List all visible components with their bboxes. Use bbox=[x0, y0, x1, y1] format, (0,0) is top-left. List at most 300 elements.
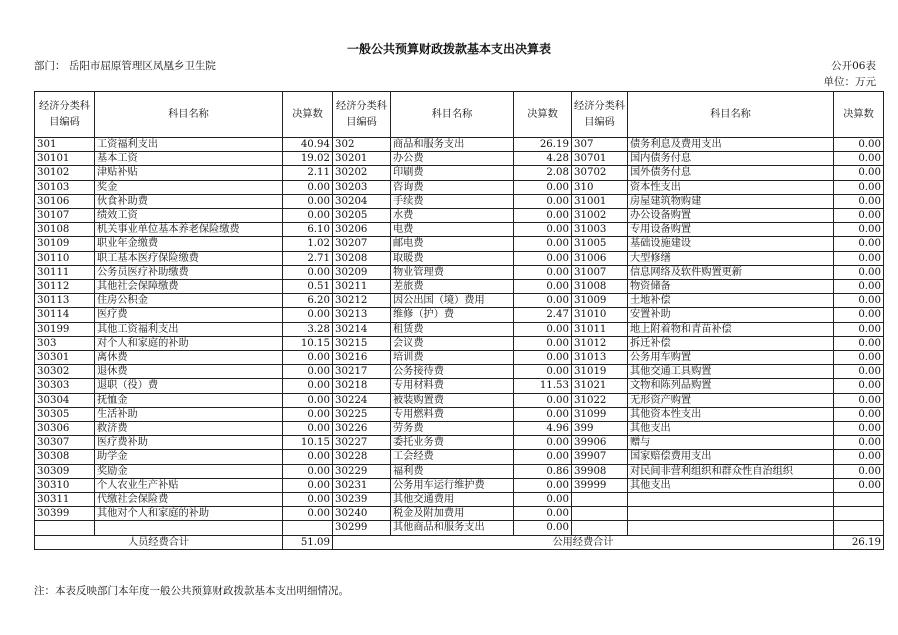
code-cell bbox=[572, 507, 628, 521]
name-cell: 医疗费补助 bbox=[95, 436, 283, 450]
code-cell: 30702 bbox=[572, 166, 628, 180]
amount-cell: 0.00 bbox=[514, 407, 572, 421]
name-cell: 税金及附加费用 bbox=[391, 507, 514, 521]
amount-cell: 0.00 bbox=[834, 351, 884, 365]
amount-cell: 2.08 bbox=[514, 166, 572, 180]
name-cell: 退休费 bbox=[95, 365, 283, 379]
amount-cell: 0.00 bbox=[283, 478, 333, 492]
code-cell: 30114 bbox=[35, 308, 95, 322]
amount-cell: 0.00 bbox=[514, 351, 572, 365]
amount-cell: 0.51 bbox=[283, 280, 333, 294]
amount-cell: 0.00 bbox=[283, 365, 333, 379]
amount-cell: 0.00 bbox=[514, 436, 572, 450]
code-cell bbox=[572, 493, 628, 507]
table-row bbox=[35, 138, 884, 152]
code-cell: 30109 bbox=[35, 237, 95, 251]
name-cell: 委托业务费 bbox=[391, 436, 514, 450]
name-cell: 咨询费 bbox=[391, 180, 514, 194]
code-cell: 30218 bbox=[333, 379, 391, 393]
amount-cell: 40.94 bbox=[283, 138, 333, 152]
amount-cell: 0.00 bbox=[834, 294, 884, 308]
name-cell: 印刷费 bbox=[391, 166, 514, 180]
amount-cell: 0.00 bbox=[283, 308, 333, 322]
amount-cell: 0.00 bbox=[283, 209, 333, 223]
table-row bbox=[35, 422, 884, 436]
amount-cell: 0.00 bbox=[834, 138, 884, 152]
code-cell: 30225 bbox=[333, 407, 391, 421]
table-body bbox=[35, 138, 884, 536]
name-cell: 个人农业生产补贴 bbox=[95, 478, 283, 492]
code-cell: 30216 bbox=[333, 351, 391, 365]
code-cell: 302 bbox=[333, 138, 391, 152]
amount-cell: 3.28 bbox=[283, 322, 333, 336]
name-cell: 工资福利支出 bbox=[95, 138, 283, 152]
name-cell: 水费 bbox=[391, 209, 514, 223]
code-cell: 30111 bbox=[35, 265, 95, 279]
amount-cell: 0.86 bbox=[514, 464, 572, 478]
name-cell: 机关事业单位基本养老保险缴费 bbox=[95, 223, 283, 237]
amount-cell: 0.00 bbox=[514, 521, 572, 535]
name-cell: 公务员医疗补助缴费 bbox=[95, 265, 283, 279]
name-cell: 津贴补贴 bbox=[95, 166, 283, 180]
table-row bbox=[35, 336, 884, 350]
amount-cell: 0.00 bbox=[283, 507, 333, 521]
header-amount-3: 决算数 bbox=[834, 92, 884, 138]
name-cell: 办公设备购置 bbox=[628, 209, 834, 223]
code-cell: 30231 bbox=[333, 478, 391, 492]
amount-cell: 0.00 bbox=[834, 379, 884, 393]
name-cell: 租赁费 bbox=[391, 322, 514, 336]
table-row bbox=[35, 436, 884, 450]
amount-cell: 0.00 bbox=[283, 407, 333, 421]
amount-cell: 0.00 bbox=[514, 507, 572, 521]
amount-cell: 0.00 bbox=[834, 422, 884, 436]
header-name-1: 科目名称 bbox=[95, 92, 283, 138]
amount-cell bbox=[834, 493, 884, 507]
amount-cell: 0.00 bbox=[834, 450, 884, 464]
code-cell: 30102 bbox=[35, 166, 95, 180]
amount-cell: 0.00 bbox=[514, 280, 572, 294]
amount-cell: 0.00 bbox=[283, 194, 333, 208]
code-cell: 307 bbox=[572, 138, 628, 152]
amount-cell: 0.00 bbox=[834, 308, 884, 322]
amount-cell: 4.28 bbox=[514, 152, 572, 166]
table-row bbox=[35, 152, 884, 166]
amount-cell: 0.00 bbox=[514, 194, 572, 208]
code-cell: 30212 bbox=[333, 294, 391, 308]
code-cell: 30701 bbox=[572, 152, 628, 166]
name-cell: 因公出国（境）费用 bbox=[391, 294, 514, 308]
name-cell bbox=[628, 493, 834, 507]
amount-cell: 6.20 bbox=[283, 294, 333, 308]
name-cell: 公务用车运行维护费 bbox=[391, 478, 514, 492]
code-cell: 310 bbox=[572, 180, 628, 194]
code-cell: 30399 bbox=[35, 507, 95, 521]
amount-cell: 0.00 bbox=[834, 478, 884, 492]
code-cell: 31019 bbox=[572, 365, 628, 379]
table-title: 一般公共预算财政拨款基本支出决算表 bbox=[346, 42, 551, 56]
code-cell: 31006 bbox=[572, 251, 628, 265]
name-cell: 无形资产购置 bbox=[628, 393, 834, 407]
form-number: 公开06表 bbox=[831, 60, 876, 72]
code-cell: 303 bbox=[35, 336, 95, 350]
name-cell: 手续费 bbox=[391, 194, 514, 208]
name-cell: 土地补偿 bbox=[628, 294, 834, 308]
code-cell: 30226 bbox=[333, 422, 391, 436]
code-cell: 30202 bbox=[333, 166, 391, 180]
name-cell: 助学金 bbox=[95, 450, 283, 464]
public-total-value: 26.19 bbox=[834, 535, 884, 549]
amount-cell: 0.00 bbox=[283, 351, 333, 365]
expenditure-table bbox=[34, 91, 884, 550]
amount-cell bbox=[283, 521, 333, 535]
table-row bbox=[35, 180, 884, 194]
amount-cell: 0.00 bbox=[283, 464, 333, 478]
header-code-1: 经济分类科目编码 bbox=[35, 92, 95, 138]
code-cell: 30206 bbox=[333, 223, 391, 237]
code-cell: 31022 bbox=[572, 393, 628, 407]
code-cell: 30310 bbox=[35, 478, 95, 492]
name-cell: 国外债务付息 bbox=[628, 166, 834, 180]
amount-cell: 0.00 bbox=[283, 379, 333, 393]
code-cell: 30217 bbox=[333, 365, 391, 379]
code-cell: 31011 bbox=[572, 322, 628, 336]
code-cell: 30228 bbox=[333, 450, 391, 464]
amount-cell: 0.00 bbox=[834, 265, 884, 279]
code-cell: 30209 bbox=[333, 265, 391, 279]
code-cell: 30215 bbox=[333, 336, 391, 350]
code-cell: 31012 bbox=[572, 336, 628, 350]
amount-cell: 2.47 bbox=[514, 308, 572, 322]
code-cell: 30211 bbox=[333, 280, 391, 294]
name-cell: 大型修缮 bbox=[628, 251, 834, 265]
amount-cell bbox=[834, 507, 884, 521]
name-cell: 专用燃料费 bbox=[391, 407, 514, 421]
name-cell: 基本工资 bbox=[95, 152, 283, 166]
amount-cell: 0.00 bbox=[514, 365, 572, 379]
name-cell: 其他社会保障缴费 bbox=[95, 280, 283, 294]
code-cell: 30213 bbox=[333, 308, 391, 322]
table-row bbox=[35, 407, 884, 421]
code-cell: 30308 bbox=[35, 450, 95, 464]
table-row bbox=[35, 280, 884, 294]
code-cell: 30299 bbox=[333, 521, 391, 535]
name-cell: 商品和服务支出 bbox=[391, 138, 514, 152]
code-cell: 30224 bbox=[333, 393, 391, 407]
amount-cell: 10.15 bbox=[283, 436, 333, 450]
table-row bbox=[35, 493, 884, 507]
name-cell: 其他商品和服务支出 bbox=[391, 521, 514, 535]
amount-cell: 0.00 bbox=[834, 237, 884, 251]
table-row bbox=[35, 450, 884, 464]
amount-cell: 0.00 bbox=[834, 393, 884, 407]
code-cell: 30239 bbox=[333, 493, 391, 507]
name-cell: 房屋建筑物购建 bbox=[628, 194, 834, 208]
amount-cell bbox=[834, 521, 884, 535]
table-row bbox=[35, 379, 884, 393]
table-row bbox=[35, 209, 884, 223]
name-cell: 福利费 bbox=[391, 464, 514, 478]
amount-cell: 0.00 bbox=[514, 322, 572, 336]
name-cell: 职业年金缴费 bbox=[95, 237, 283, 251]
name-cell: 专用设备购置 bbox=[628, 223, 834, 237]
code-cell: 30103 bbox=[35, 180, 95, 194]
code-cell: 30302 bbox=[35, 365, 95, 379]
name-cell: 赠与 bbox=[628, 436, 834, 450]
code-cell: 30305 bbox=[35, 407, 95, 421]
code-cell: 30112 bbox=[35, 280, 95, 294]
name-cell: 医疗费 bbox=[95, 308, 283, 322]
code-cell: 31001 bbox=[572, 194, 628, 208]
code-cell: 30304 bbox=[35, 393, 95, 407]
table-row bbox=[35, 365, 884, 379]
name-cell: 基础设施建设 bbox=[628, 237, 834, 251]
code-cell: 30306 bbox=[35, 422, 95, 436]
amount-cell: 0.00 bbox=[514, 450, 572, 464]
table-row bbox=[35, 351, 884, 365]
code-cell: 30301 bbox=[35, 351, 95, 365]
name-cell: 电费 bbox=[391, 223, 514, 237]
table-row bbox=[35, 393, 884, 407]
name-cell: 其他支出 bbox=[628, 422, 834, 436]
name-cell bbox=[628, 521, 834, 535]
table-row bbox=[35, 322, 884, 336]
footnote: 注：本表反映部门本年度一般公共预算财政拨款基本支出明细情况。 bbox=[34, 585, 349, 597]
name-cell: 其他交通费用 bbox=[391, 493, 514, 507]
table-row bbox=[35, 464, 884, 478]
code-cell: 30205 bbox=[333, 209, 391, 223]
amount-cell: 4.96 bbox=[514, 422, 572, 436]
name-cell: 生活补助 bbox=[95, 407, 283, 421]
amount-cell: 0.00 bbox=[283, 422, 333, 436]
name-cell: 维修（护）费 bbox=[391, 308, 514, 322]
amount-cell: 0.00 bbox=[834, 464, 884, 478]
code-cell: 30204 bbox=[333, 194, 391, 208]
code-cell: 39907 bbox=[572, 450, 628, 464]
table-row bbox=[35, 294, 884, 308]
name-cell: 被装购置费 bbox=[391, 393, 514, 407]
code-cell: 31005 bbox=[572, 237, 628, 251]
code-cell: 30240 bbox=[333, 507, 391, 521]
name-cell: 办公费 bbox=[391, 152, 514, 166]
code-cell: 39908 bbox=[572, 464, 628, 478]
name-cell: 培训费 bbox=[391, 351, 514, 365]
header-name-2: 科目名称 bbox=[391, 92, 514, 138]
amount-cell: 2.71 bbox=[283, 251, 333, 265]
amount-cell: 26.19 bbox=[514, 138, 572, 152]
code-cell: 399 bbox=[572, 422, 628, 436]
name-cell: 其他交通工具购置 bbox=[628, 365, 834, 379]
name-cell: 工会经费 bbox=[391, 450, 514, 464]
amount-cell: 0.00 bbox=[834, 180, 884, 194]
code-cell: 30309 bbox=[35, 464, 95, 478]
totals-row bbox=[35, 535, 884, 549]
code-cell: 39999 bbox=[572, 478, 628, 492]
name-cell: 离休费 bbox=[95, 351, 283, 365]
name-cell: 奖励金 bbox=[95, 464, 283, 478]
name-cell: 其他对个人和家庭的补助 bbox=[95, 507, 283, 521]
amount-cell: 0.00 bbox=[834, 152, 884, 166]
table-row bbox=[35, 166, 884, 180]
code-cell bbox=[572, 521, 628, 535]
amount-cell: 0.00 bbox=[834, 251, 884, 265]
code-cell: 30113 bbox=[35, 294, 95, 308]
personnel-total-value: 51.09 bbox=[283, 535, 333, 549]
name-cell bbox=[95, 521, 283, 535]
code-cell bbox=[35, 521, 95, 535]
code-cell: 30214 bbox=[333, 322, 391, 336]
table-row bbox=[35, 265, 884, 279]
amount-cell: 0.00 bbox=[283, 493, 333, 507]
code-cell: 30201 bbox=[333, 152, 391, 166]
table-row bbox=[35, 478, 884, 492]
amount-cell: 0.00 bbox=[834, 209, 884, 223]
code-cell: 30303 bbox=[35, 379, 95, 393]
name-cell: 对个人和家庭的补助 bbox=[95, 336, 283, 350]
code-cell: 31013 bbox=[572, 351, 628, 365]
name-cell: 其他支出 bbox=[628, 478, 834, 492]
amount-cell: 0.00 bbox=[834, 223, 884, 237]
name-cell: 信息网络及软件购置更新 bbox=[628, 265, 834, 279]
code-cell: 30311 bbox=[35, 493, 95, 507]
code-cell: 31003 bbox=[572, 223, 628, 237]
name-cell: 其他工资福利支出 bbox=[95, 322, 283, 336]
amount-cell: 0.00 bbox=[514, 493, 572, 507]
name-cell: 资本性支出 bbox=[628, 180, 834, 194]
code-cell: 31007 bbox=[572, 265, 628, 279]
name-cell: 救济费 bbox=[95, 422, 283, 436]
amount-cell: 0.00 bbox=[514, 223, 572, 237]
name-cell: 邮电费 bbox=[391, 237, 514, 251]
code-cell: 31009 bbox=[572, 294, 628, 308]
name-cell: 地上附着物和青苗补偿 bbox=[628, 322, 834, 336]
name-cell: 取暖费 bbox=[391, 251, 514, 265]
name-cell: 住房公积金 bbox=[95, 294, 283, 308]
department-label: 部门： 岳阳市屈原管理区凤凰乡卫生院 bbox=[34, 60, 216, 72]
name-cell: 其他资本性支出 bbox=[628, 407, 834, 421]
code-cell: 30229 bbox=[333, 464, 391, 478]
name-cell: 对民间非营利组织和群众性自治组织 bbox=[628, 464, 834, 478]
amount-cell: 19.02 bbox=[283, 152, 333, 166]
name-cell: 国内债务付息 bbox=[628, 152, 834, 166]
amount-cell: 0.00 bbox=[514, 209, 572, 223]
name-cell: 差旅费 bbox=[391, 280, 514, 294]
amount-cell: 10.15 bbox=[283, 336, 333, 350]
name-cell bbox=[628, 507, 834, 521]
code-cell: 30227 bbox=[333, 436, 391, 450]
name-cell: 伙食补助费 bbox=[95, 194, 283, 208]
table-row bbox=[35, 308, 884, 322]
table-row bbox=[35, 507, 884, 521]
name-cell: 公务接待费 bbox=[391, 365, 514, 379]
name-cell: 劳务费 bbox=[391, 422, 514, 436]
code-cell: 30108 bbox=[35, 223, 95, 237]
name-cell: 职工基本医疗保险缴费 bbox=[95, 251, 283, 265]
name-cell: 安置补助 bbox=[628, 308, 834, 322]
amount-cell: 0.00 bbox=[834, 336, 884, 350]
table-row bbox=[35, 237, 884, 251]
table-row bbox=[35, 194, 884, 208]
code-cell: 31099 bbox=[572, 407, 628, 421]
code-cell: 31010 bbox=[572, 308, 628, 322]
header-row bbox=[35, 92, 884, 138]
code-cell: 30203 bbox=[333, 180, 391, 194]
name-cell: 国家赔偿费用支出 bbox=[628, 450, 834, 464]
name-cell: 会议费 bbox=[391, 336, 514, 350]
amount-cell: 0.00 bbox=[514, 251, 572, 265]
name-cell: 代缴社会保险费 bbox=[95, 493, 283, 507]
amount-cell: 0.00 bbox=[283, 393, 333, 407]
name-cell: 抚恤金 bbox=[95, 393, 283, 407]
amount-cell: 0.00 bbox=[514, 180, 572, 194]
name-cell: 绩效工资 bbox=[95, 209, 283, 223]
name-cell: 奖金 bbox=[95, 180, 283, 194]
header-amount-1: 决算数 bbox=[283, 92, 333, 138]
code-cell: 30106 bbox=[35, 194, 95, 208]
amount-cell: 0.00 bbox=[834, 280, 884, 294]
public-total-label: 公用经费合计 bbox=[333, 535, 834, 549]
name-cell: 物资储备 bbox=[628, 280, 834, 294]
amount-cell: 0.00 bbox=[514, 393, 572, 407]
name-cell: 债务利息及费用支出 bbox=[628, 138, 834, 152]
amount-cell: 0.00 bbox=[834, 166, 884, 180]
name-cell: 退职（役）费 bbox=[95, 379, 283, 393]
amount-cell: 0.00 bbox=[834, 365, 884, 379]
amount-cell: 0.00 bbox=[514, 265, 572, 279]
amount-cell: 0.00 bbox=[834, 436, 884, 450]
header-name-3: 科目名称 bbox=[628, 92, 834, 138]
code-cell: 39906 bbox=[572, 436, 628, 450]
code-cell: 30101 bbox=[35, 152, 95, 166]
amount-cell: 0.00 bbox=[514, 237, 572, 251]
amount-cell: 0.00 bbox=[514, 294, 572, 308]
code-cell: 301 bbox=[35, 138, 95, 152]
unit-label: 单位：万元 bbox=[823, 76, 876, 88]
name-cell: 专用材料费 bbox=[391, 379, 514, 393]
code-cell: 30199 bbox=[35, 322, 95, 336]
name-cell: 公务用车购置 bbox=[628, 351, 834, 365]
code-cell: 30208 bbox=[333, 251, 391, 265]
amount-cell: 1.02 bbox=[283, 237, 333, 251]
amount-cell: 0.00 bbox=[514, 478, 572, 492]
amount-cell: 0.00 bbox=[834, 407, 884, 421]
amount-cell: 6.10 bbox=[283, 223, 333, 237]
amount-cell: 0.00 bbox=[283, 265, 333, 279]
table-row bbox=[35, 223, 884, 237]
personnel-total-label: 人员经费合计 bbox=[35, 535, 283, 549]
name-cell: 文物和陈列品购置 bbox=[628, 379, 834, 393]
amount-cell: 0.00 bbox=[834, 322, 884, 336]
amount-cell: 0.00 bbox=[834, 194, 884, 208]
name-cell: 物业管理费 bbox=[391, 265, 514, 279]
amount-cell: 11.53 bbox=[514, 379, 572, 393]
code-cell: 30207 bbox=[333, 237, 391, 251]
table-row bbox=[35, 521, 884, 535]
amount-cell: 0.00 bbox=[283, 180, 333, 194]
code-cell: 30107 bbox=[35, 209, 95, 223]
code-cell: 31008 bbox=[572, 280, 628, 294]
code-cell: 30307 bbox=[35, 436, 95, 450]
amount-cell: 0.00 bbox=[514, 336, 572, 350]
table-row bbox=[35, 251, 884, 265]
code-cell: 30110 bbox=[35, 251, 95, 265]
header-code-3: 经济分类科目编码 bbox=[572, 92, 628, 138]
header-code-2: 经济分类科目编码 bbox=[333, 92, 391, 138]
code-cell: 31021 bbox=[572, 379, 628, 393]
amount-cell: 2.11 bbox=[283, 166, 333, 180]
amount-cell: 0.00 bbox=[283, 450, 333, 464]
header-amount-2: 决算数 bbox=[514, 92, 572, 138]
